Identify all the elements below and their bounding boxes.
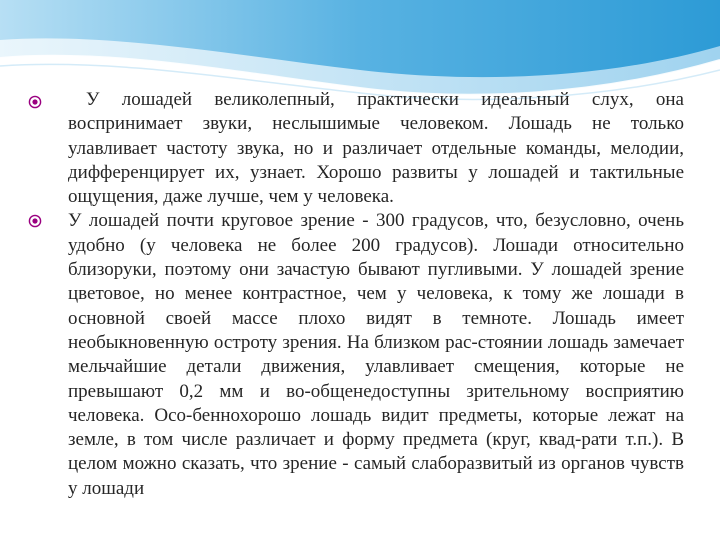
slide-body — [24, 88, 684, 501]
circled-dot-icon — [28, 214, 42, 228]
bullet-text: У лошадей почти круговое зрение - 300 градусов, что, безусловно, очень удобно (у человека не более 200 градусов). Лошади относительно близоруки, поэтому они зачастую бывают пугливыми. У лошадей зрение цветовое, но менее контрастное, чем у человека, к тому же лошади в основной своей массе плохо видят в темноте. Лошадь имеет необыкновенную остроту зрения. На близком рас-стоянии лошадь замечает мельчайшие детали движения, улавливает смещения, которые не превышают 0,2 мм и во-общенедоступны зрительному восприятию человека. Осо-беннохорошо лошадь видит предметы, которые лежат на земле, в том числе различает и форму предмета (круг, квад-рати т.п.). В целом можно сказать, что зрение - самый слаборазвитый из органов чувств у лошади — [68, 210, 684, 499]
circled-dot-icon — [28, 95, 42, 109]
bullet-hearing — [24, 88, 684, 209]
bullet-vision — [24, 209, 684, 501]
bullet-text: У лошадей великолепный, практически идеальный слух, она воспринимает звуки, неслышимые человеком. Лошадь не только улавливает частоту звука, но и различает отдельные команды, мелодии, дифференцирует их, узнает. Хорошо развиты у лошадей и тактильные ощущения, даже лучше, чем у человека. — [68, 89, 684, 208]
